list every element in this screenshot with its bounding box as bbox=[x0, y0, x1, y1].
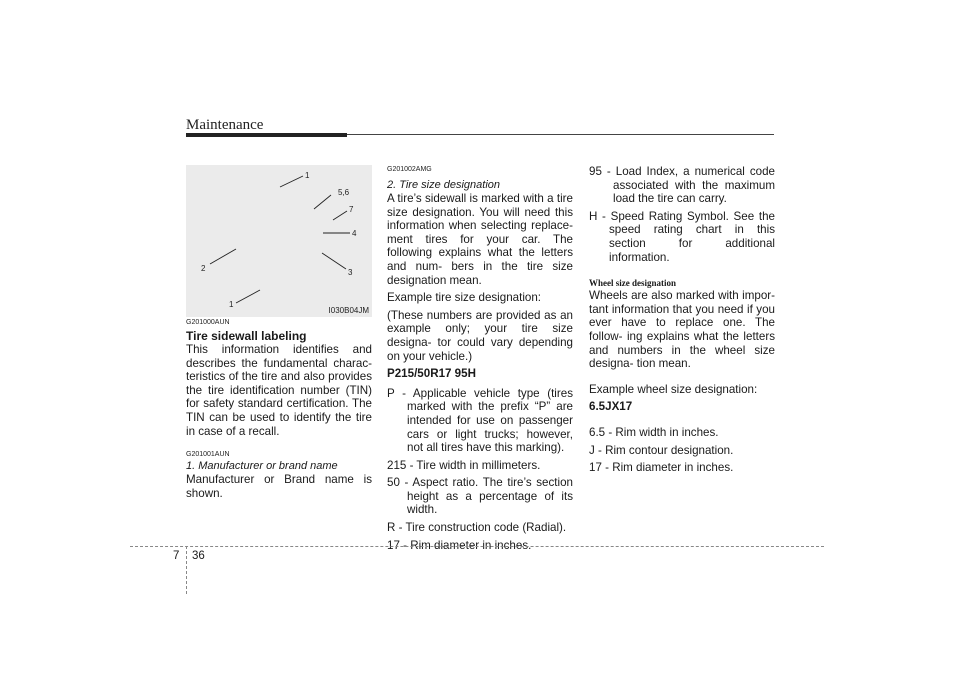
list-item: H - Speed Rating Symbol. See the speed rating chart in this section for additional information. bbox=[589, 209, 775, 264]
section-code: G201001AUN bbox=[186, 451, 230, 459]
tire-sidewall-figure bbox=[186, 165, 372, 317]
section-heading: Wheel size designation bbox=[589, 278, 676, 289]
list-item: 17 - Rim diameter in inches. bbox=[589, 461, 734, 475]
example-code: 6.5JX17 bbox=[589, 400, 633, 414]
callout-label: 7 bbox=[349, 205, 354, 214]
list-item: 6.5 - Rim width in inches. bbox=[589, 425, 719, 439]
callout-label: 5,6 bbox=[338, 188, 350, 197]
list-item: P - Applicable vehicle type (tires marked with the prefix “P” are intended for use on passenger cars or light trucks; however, not all tires have this marking). bbox=[387, 386, 573, 455]
subsection-heading: 2. Tire size designation bbox=[387, 179, 501, 191]
body-paragraph: This information identifies and describes the fundamental charac- teristics of the tire and also provides the tire identification number (TIN) for safety standard certification. The TIN can be used to identify the tire in case of a recall. bbox=[186, 343, 372, 438]
list-item: 17 - Rim diameter in inches. bbox=[387, 538, 532, 552]
section-heading: Tire sidewall labeling bbox=[186, 329, 307, 343]
body-paragraph: Example wheel size designation: bbox=[589, 382, 758, 396]
section-code: G201000AUN bbox=[186, 319, 230, 326]
callout-label: 4 bbox=[352, 229, 357, 238]
page-header-title: Maintenance bbox=[186, 117, 264, 133]
callout-label: 3 bbox=[348, 268, 353, 277]
footer-divider bbox=[186, 546, 187, 594]
body-paragraph: Example tire size designation: bbox=[387, 291, 542, 305]
callout-label: 1 bbox=[305, 171, 310, 180]
example-code: P215/50R17 95H bbox=[387, 367, 476, 381]
page-number: 36 bbox=[192, 550, 205, 562]
header-rule-thick bbox=[186, 133, 347, 137]
body-paragraph: (These numbers are provided as an example only; your tire size designa- tor could vary depending on your vehicle.) bbox=[387, 308, 573, 363]
list-item: R - Tire construction code (Radial). bbox=[387, 521, 567, 535]
chapter-number: 7 bbox=[173, 550, 180, 562]
callout-label: 1 bbox=[229, 300, 234, 309]
column-2 bbox=[387, 165, 573, 552]
list-item: 95 - Load Index, a numerical code associated with the maximum load the tire can carry. bbox=[589, 165, 775, 206]
callout-label: 2 bbox=[201, 264, 206, 273]
list-item: 215 - Tire width in millimeters. bbox=[387, 458, 541, 472]
column-1 bbox=[186, 318, 372, 500]
list-item: 50 - Aspect ratio. The tire’s section height as a percentage of its width. bbox=[387, 476, 573, 517]
list-item: J - Rim contour designation. bbox=[589, 443, 734, 457]
body-paragraph: Wheels are also marked with impor- tant information that you need if you ever have to replace one. The follow- ing explains what the letters and numbers in the wheel size designa- tion mean. bbox=[589, 289, 775, 371]
body-paragraph: A tire’s sidewall is marked with a tire size designation. You will need this information when selecting replace- ment tires for your car. The following explains what the letters and num- bers in the tire size designation mean. bbox=[387, 192, 573, 287]
figure-code: I030B04JM bbox=[328, 306, 369, 315]
body-paragraph: Manufacturer or Brand name is shown. bbox=[186, 473, 372, 500]
section-code: G201002AMG bbox=[387, 166, 432, 173]
footer-rule bbox=[130, 546, 824, 547]
callout-lines bbox=[186, 165, 372, 317]
column-3 bbox=[589, 165, 775, 475]
subsection-heading: 1. Manufacturer or brand name bbox=[186, 460, 338, 473]
header-rule-thin bbox=[347, 134, 774, 135]
